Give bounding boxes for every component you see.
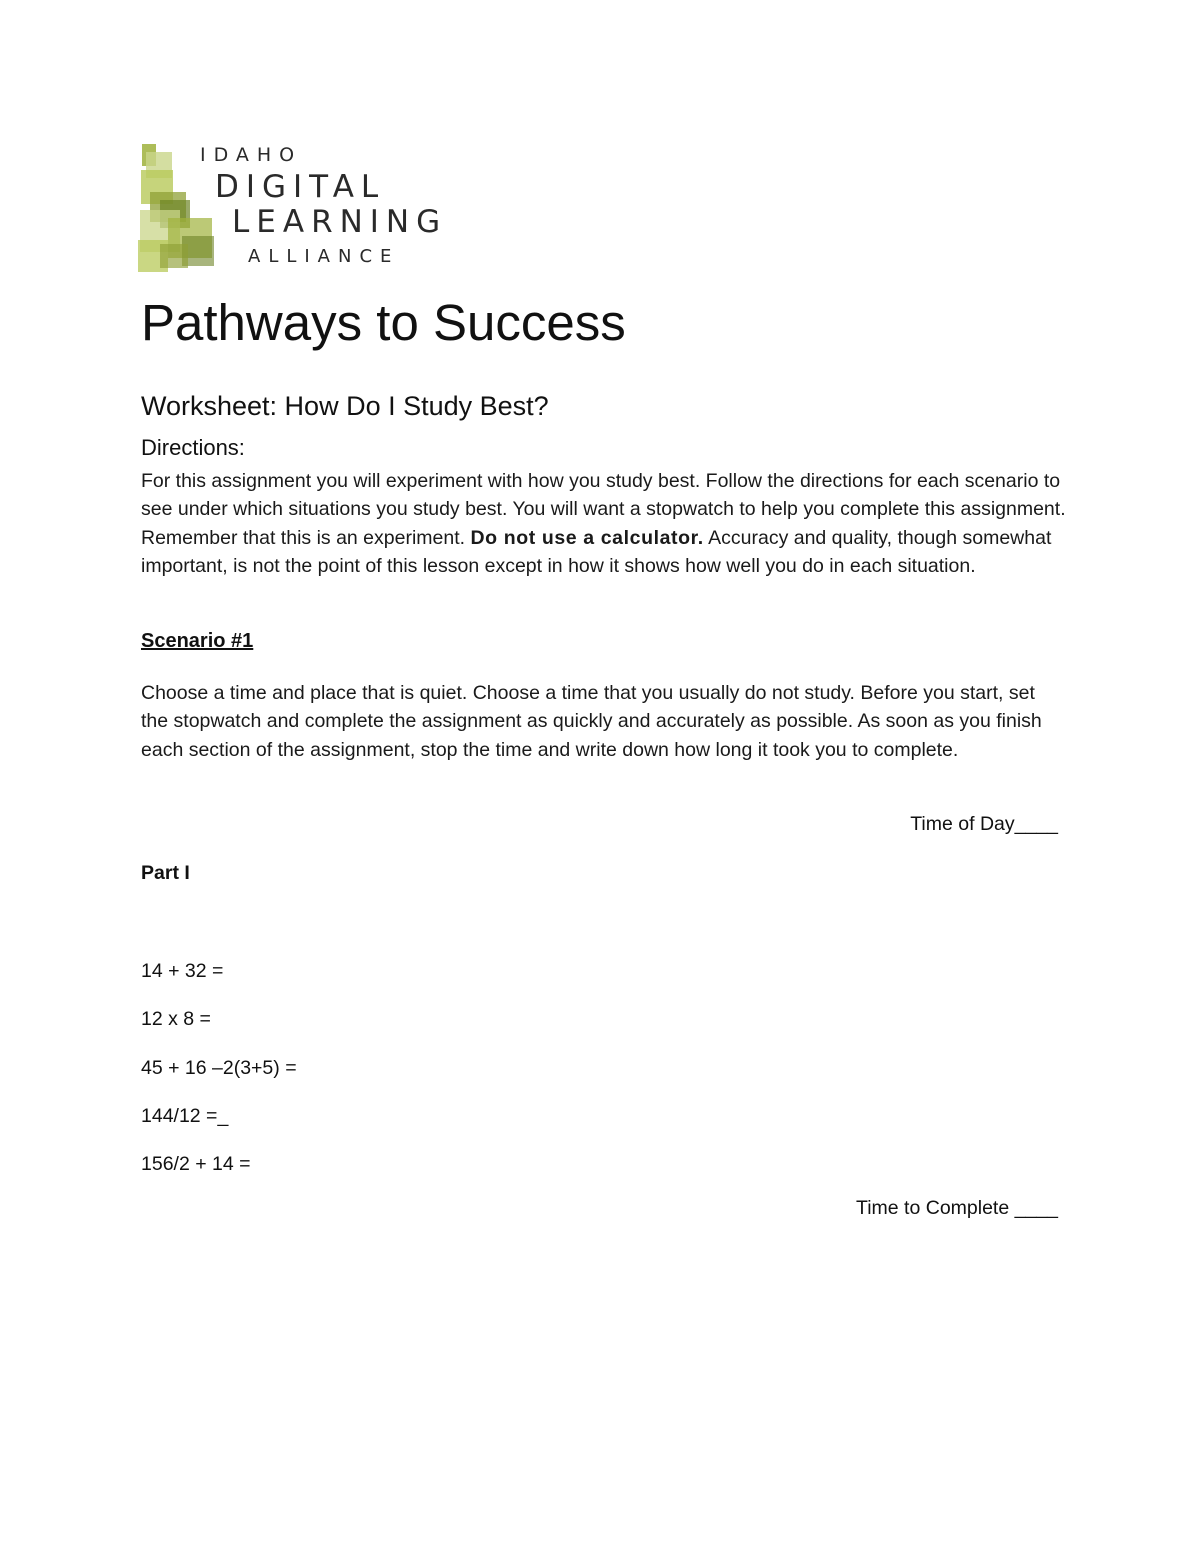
math-problem: 156/2 + 14 = xyxy=(141,1153,251,1176)
time-to-complete-field: Time to Complete ____ xyxy=(856,1197,1058,1219)
logo-line-alliance: ALLIANCE xyxy=(248,246,400,267)
math-problem: 14 + 32 = xyxy=(141,960,224,982)
math-problem: 12 x 8 = xyxy=(141,1008,211,1031)
logo-line-digital: DIGITAL xyxy=(215,169,386,205)
logo-wordmark xyxy=(198,140,468,272)
directions-text-part1: For this assignment you will experiment with how you study best. Follow the directions for each scenario to see under which situations you study best. You will want a stopwatch to help you complete this assignment. Remember that this is an experiment. xyxy=(141,470,1066,549)
math-problem: 144/12 =_ xyxy=(141,1104,229,1127)
idaho-digital-learning-alliance-logo xyxy=(138,140,468,275)
directions-paragraph xyxy=(141,467,1066,581)
logo-line-learning: LEARNING xyxy=(232,204,448,240)
scenario-paragraph: Choose a time and place that is quiet. Choose a time that you usually do not study. Before you start, set the stopwatch and complete the assignment as quickly and accurately as possible. As soon as you finish each section of the assignment, stop the time and write down how long it took you to complete. xyxy=(141,682,1042,761)
directions-heading: Directions: xyxy=(141,435,245,460)
math-problem: 45 + 16 –2(3+5) = xyxy=(141,1056,297,1079)
part-heading: Part I xyxy=(141,862,190,884)
document-title: Pathways to Success xyxy=(141,294,626,351)
directions-text-part2: Accuracy and quality, though somewhat important, is not the point of this lesson except in how it shows how well you do in each situation. xyxy=(141,526,1052,578)
time-of-day-field: Time of Day____ xyxy=(910,813,1058,835)
no-calculator-note: Do not use a calculator. xyxy=(470,526,704,549)
worksheet-title: Worksheet: How Do I Study Best? xyxy=(141,391,549,421)
logo-line-idaho: IDAHO xyxy=(200,144,303,166)
math-problem-list xyxy=(141,957,297,1198)
scenario-heading: Scenario #1 xyxy=(141,630,254,652)
